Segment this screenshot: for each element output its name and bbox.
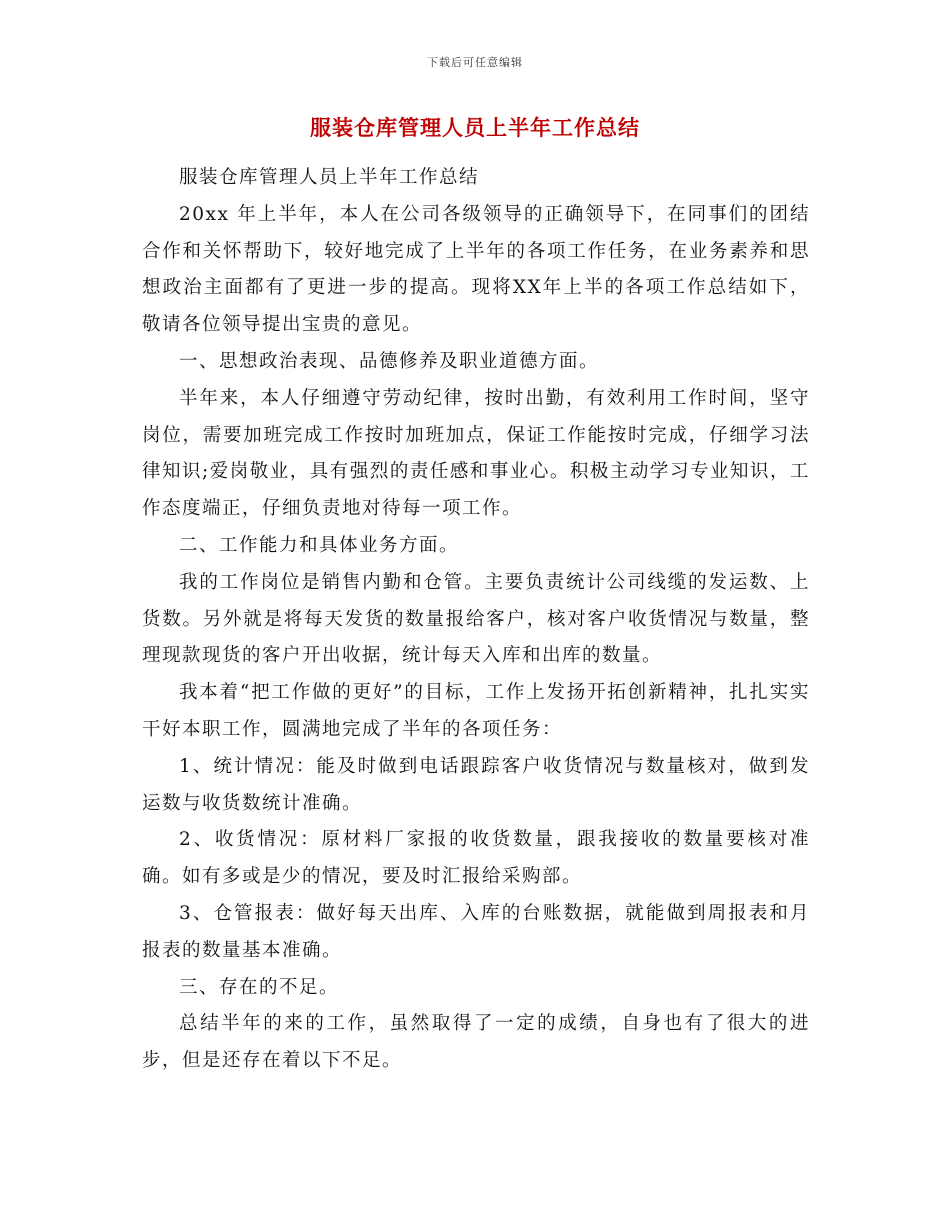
paragraph-goal: 我本着“把工作做的更好”的目标，工作上发扬开拓创新精神，扎扎实实干好本职工作，圆满地完成了半年的各项任务： [142,682,810,740]
paragraph-section-1: 半年来，本人仔细遵守劳动纪律，按时出勤，有效利用工作时间，坚守岗位，需要加班完成工作按时加班加点，保证工作能按时完成，仔细学习法律知识;爱岗敬业，具有强烈的责任感和事业心。积极主动学习专业知识，工作态度端正，仔细负责地对待每一项工作。 [142,387,810,520]
document-body [142,160,810,1080]
header-note: 下载后可任意编辑 [427,56,523,69]
paragraph-shortcomings: 总结半年的来的工作，虽然取得了一定的成绩，自身也有了很大的进步，但是还存在着以下不足。 [142,1013,810,1072]
paragraph-intro: 20xx 年上半年，本人在公司各级领导的正确领导下，在同事们的团结合作和关怀帮助下，较好地完成了上半年的各项工作任务，在业务素养和思想政治主面都有了更进一步的提高。现将XX年上半的各项工作总结如下，敬请各位领导提出宝贵的意见。 [142,203,810,336]
section-heading-3: 三、存在的不足。 [179,976,340,998]
paragraph-subtitle: 服装仓库管理人员上半年工作总结 [179,167,480,188]
section-heading-2: 二、工作能力和具体业务方面。 [179,534,460,556]
section-heading-1: 一、思想政治表现、品德修养及职业道德方面。 [179,350,600,372]
paragraph-section-2: 我的工作岗位是销售内勤和仓管。主要负责统计公司线缆的发运数、上货数。另外就是将每天发货的数量报给客户，核对客户收货情况与数量，整理现款现货的客户开出收据，统计每天入库和出库的数量。 [142,571,810,667]
document-title: 服装仓库管理人员上半年工作总结 [310,116,640,140]
list-item-receiving: 2、收货情况：原材料厂家报的收货数量，跟我接收的数量要核对准确。如有多或是少的情况，要及时汇报给采购部。 [142,829,810,888]
list-item-reports: 3、仓管报表：做好每天出库、入库的台账数据，就能做到周报表和月报表的数量基本准确。 [142,902,810,961]
list-item-statistics: 1、统计情况：能及时做到电话跟踪客户收货情况与数量核对，做到发运数与收货数统计准确。 [142,755,810,814]
